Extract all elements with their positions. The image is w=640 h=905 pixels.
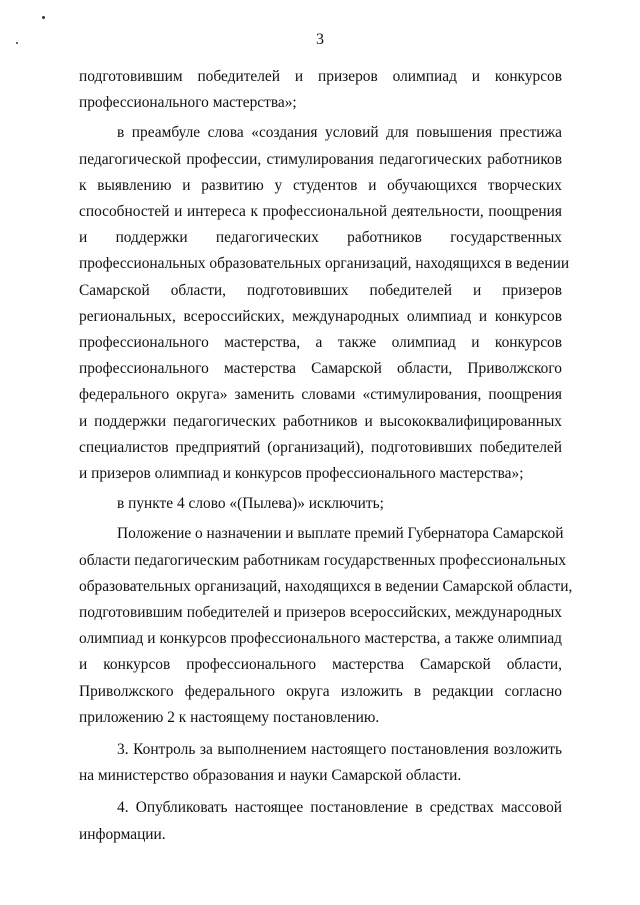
text-line: образовательных организаций, находящихся в ведении Самарской области, (79, 577, 573, 595)
text-line: Самарской области, подготовивших победителей и призеров (79, 281, 562, 299)
text-line: региональных, всероссийских, международных олимпиад и конкурсов (79, 307, 562, 325)
text-line: Приволжского федерального округа изложить в редакции согласно (79, 682, 562, 700)
text-line: специалистов предприятий (организаций), подготовивших победителей (79, 438, 562, 456)
text-line: и поддержки педагогических работников государственных (79, 229, 562, 247)
text-line: к выявлению и развитию у студентов и обучающихся творческих (79, 176, 562, 194)
text-line: федерального округа» заменить словами «стимулирования, поощрения (79, 386, 562, 404)
text-line: профессионального мастерства Самарской области, Приволжского (79, 360, 562, 378)
paragraph (79, 737, 562, 789)
text-line: и конкурсов профессионального мастерства Самарской области, (79, 656, 562, 674)
paragraph (79, 795, 562, 847)
text-line: педагогической профессии, стимулирования педагогических работников (79, 150, 562, 168)
text-line: в преамбуле слова «создания условий для повышения престижа (117, 124, 562, 142)
text-line: информации. (79, 825, 166, 843)
text-line: в пункте 4 слово «(Пылева)» исключить; (117, 495, 384, 513)
page-number: 3 (316, 31, 324, 48)
scan-speck (42, 16, 45, 19)
text-line: олимпиад и конкурсов профессионального мастерства, а также олимпиад (79, 630, 562, 648)
text-line: 4. Опубликовать настоящее постановление в средствах массовой (117, 799, 562, 817)
text-line: области педагогическим работникам государственных профессиональных (79, 551, 567, 569)
text-line: профессионального мастерства, а также олимпиад и конкурсов (79, 334, 562, 352)
text-line: профессиональных образовательных организаций, находящихся в ведении (79, 255, 570, 273)
text-line: подготовившим победителей и призеров олимпиад и конкурсов (79, 68, 562, 85)
text-line: профессионального мастерства»; (79, 94, 297, 112)
text-line: и призеров олимпиад и конкурсов профессионального мастерства»; (79, 465, 524, 483)
text-line: на министерство образования и науки Самарской области. (79, 767, 462, 785)
text-line: и поддержки педагогических работников и высококвалифицированных (79, 412, 562, 430)
text-line: Положение о назначении и выплате премий Губернатора Самарской (117, 525, 564, 543)
paragraph (79, 491, 562, 517)
text-line: приложению 2 к настоящему постановлению. (79, 708, 380, 726)
paragraph (79, 120, 570, 487)
text-line: 3. Контроль за выполнением настоящего постановления возложить (117, 741, 562, 759)
paragraph (79, 521, 573, 731)
text-line: способностей и интереса к профессиональной деятельности, поощрения (79, 203, 562, 221)
text-line: подготовившим победителей и призеров всероссийских, международных (79, 604, 562, 622)
paragraph (79, 64, 562, 116)
document-body (79, 64, 573, 848)
